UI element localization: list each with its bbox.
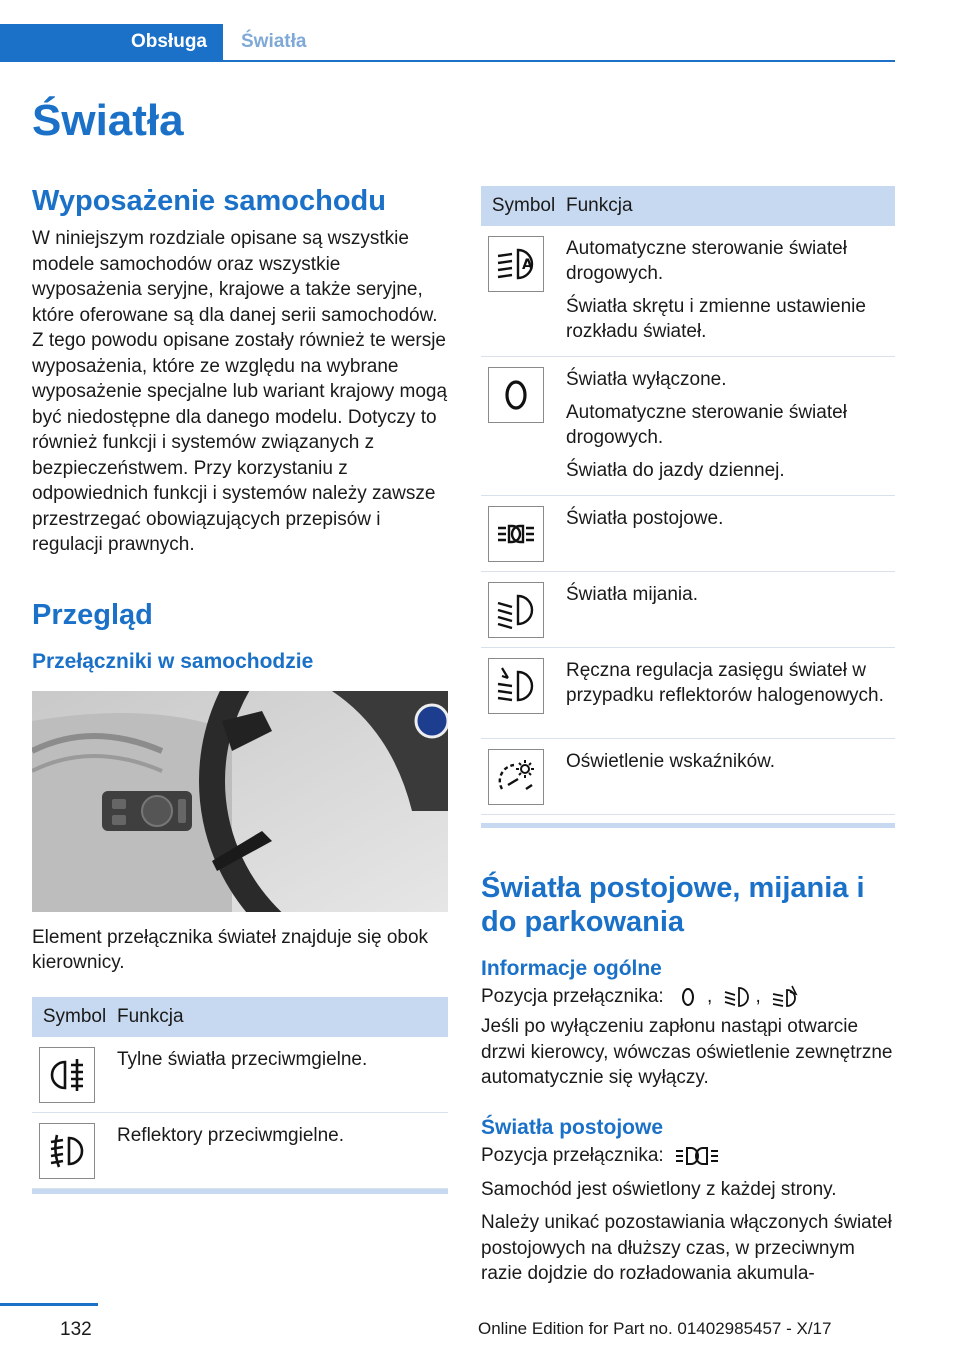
switch-position-label: Pozycja przełącznika: (481, 1144, 664, 1166)
switch-position-label: Pozycja przełącznika: (481, 986, 664, 1008)
row-function-text: Automatyczne sterowanie świateł drogowych. (566, 402, 847, 448)
general-paragraph: Jeśli po wyłączeniu zapłonu nastąpi otwarcie drzwi kierowcy, wówczas oświetlenie zewnętrzne automatycznie się wyłączy. (481, 1016, 893, 1088)
row-function-text: Reflektory przeciwmgielne. (117, 1113, 448, 1189)
table-row (481, 739, 895, 815)
auto-light-icon (770, 984, 800, 1010)
table-header-function: Funkcja (117, 997, 448, 1037)
row-function-text: Światła postojowe. (566, 496, 895, 572)
row-function-text: Oświetlenie wskaźników. (566, 739, 895, 815)
low-beam-icon (488, 582, 544, 638)
row-function-text: Światła wyłączone. (566, 369, 727, 390)
subsection-title-general: Informacje ogólne (481, 957, 662, 980)
row-function-text: Ręczna regulacja zasięgu świateł w przypadku reflektorów halogenowych. (566, 648, 895, 739)
row-function-text: Tylne światła przeciwmgielne. (117, 1037, 448, 1113)
table-row (481, 648, 895, 739)
parking-lights-icon (488, 506, 544, 562)
table-row (32, 1113, 448, 1189)
parking-paragraph-1: Samochód jest oświetlony z każdej strony. (481, 1178, 837, 1200)
table-row (481, 496, 895, 572)
photo-caption: Element przełącznika świateł znajduje się obok kierownicy. (32, 926, 429, 973)
auto-high-beam-icon (488, 236, 544, 292)
switch-position-line (481, 984, 895, 1010)
footer-accent-line (0, 1303, 98, 1306)
row-function-text: Automatyczne sterowanie świateł drogowych. (566, 238, 847, 284)
header-tabbar (0, 24, 895, 62)
separator-comma: , (755, 986, 761, 1008)
front-fog-light-icon (39, 1123, 95, 1179)
section-title-overview: Przegląd (32, 598, 153, 631)
table-row (481, 357, 895, 496)
table-header-function: Funkcja (566, 186, 895, 226)
table-row (481, 572, 895, 648)
svg-text:A: A (522, 257, 533, 273)
parking-paragraph-2: Należy unikać pozostawiania włączonych świateł postojowych na dłuższy czas, w przeciwnym razie dojdzie do rozładowania akumula- (481, 1212, 892, 1284)
row-function-text: Światła skrętu i zmienne ustawienie rozkładu świateł. (566, 296, 866, 342)
table-end-bar (481, 823, 895, 828)
low-beam-icon (722, 984, 752, 1010)
left-column (32, 184, 448, 1194)
instrument-lighting-icon (488, 749, 544, 805)
table-row (32, 1037, 448, 1113)
intro-paragraph: W niniejszym rozdziale opisane są wszystkie modele samochodów oraz wszystkie wyposażenia seryjne, krajowe a także seryjne, które oferowane są dla danej serii samochodów. Z tego powodu opisane zostały również te wersje wyposażenia, które ze względu na wybrane wyposażenie specjalne lub wariant krajowy mogą być niedostępne dla danego modelu. Dotyczy to również funkcji i systemów związanych z bezpieczeństwem. Przy korzystaniu z odpowiednich funkcji i systemów należy zawsze przestrzegać obowiązujących przepisów i regulacji prawnych. (32, 228, 448, 555)
tab-swiatla[interactable]: Światła (241, 31, 307, 52)
page-title: Światła (32, 96, 184, 145)
tab-obsluga[interactable]: Obsługa (0, 24, 223, 60)
parking-switch-position-line (481, 1143, 895, 1169)
table-row (481, 226, 895, 357)
subsection-title-switches: Przełączniki w samochodzie (32, 649, 314, 673)
table-header-symbol: Symbol (481, 186, 566, 226)
page-number: 132 (60, 1319, 92, 1340)
section-title-lights: Światła postojowe, mijania i do parkowania (481, 872, 865, 938)
edition-label: Online Edition for Part no. 01402985457 - X/17 (478, 1319, 832, 1338)
right-symbol-table (481, 186, 895, 815)
rear-fog-light-icon (39, 1047, 95, 1103)
row-function-text: Światła mijania. (566, 572, 895, 648)
right-column (481, 186, 895, 1287)
table-end-bar (32, 1189, 448, 1194)
separator-comma: , (706, 986, 713, 1008)
parking-lights-icon (673, 1143, 721, 1169)
table-header-symbol: Symbol (32, 997, 117, 1037)
row-function-text: Światła do jazdy dziennej. (566, 460, 785, 481)
subsection-title-parking: Światła postojowe (481, 1115, 664, 1139)
headlight-range-icon (488, 658, 544, 714)
light-switch-photo (32, 691, 448, 912)
lights-off-icon (488, 367, 544, 423)
left-symbol-table (32, 997, 448, 1195)
lights-off-icon (673, 984, 703, 1010)
section-title-equipment: Wyposażenie samochodu (32, 185, 386, 217)
